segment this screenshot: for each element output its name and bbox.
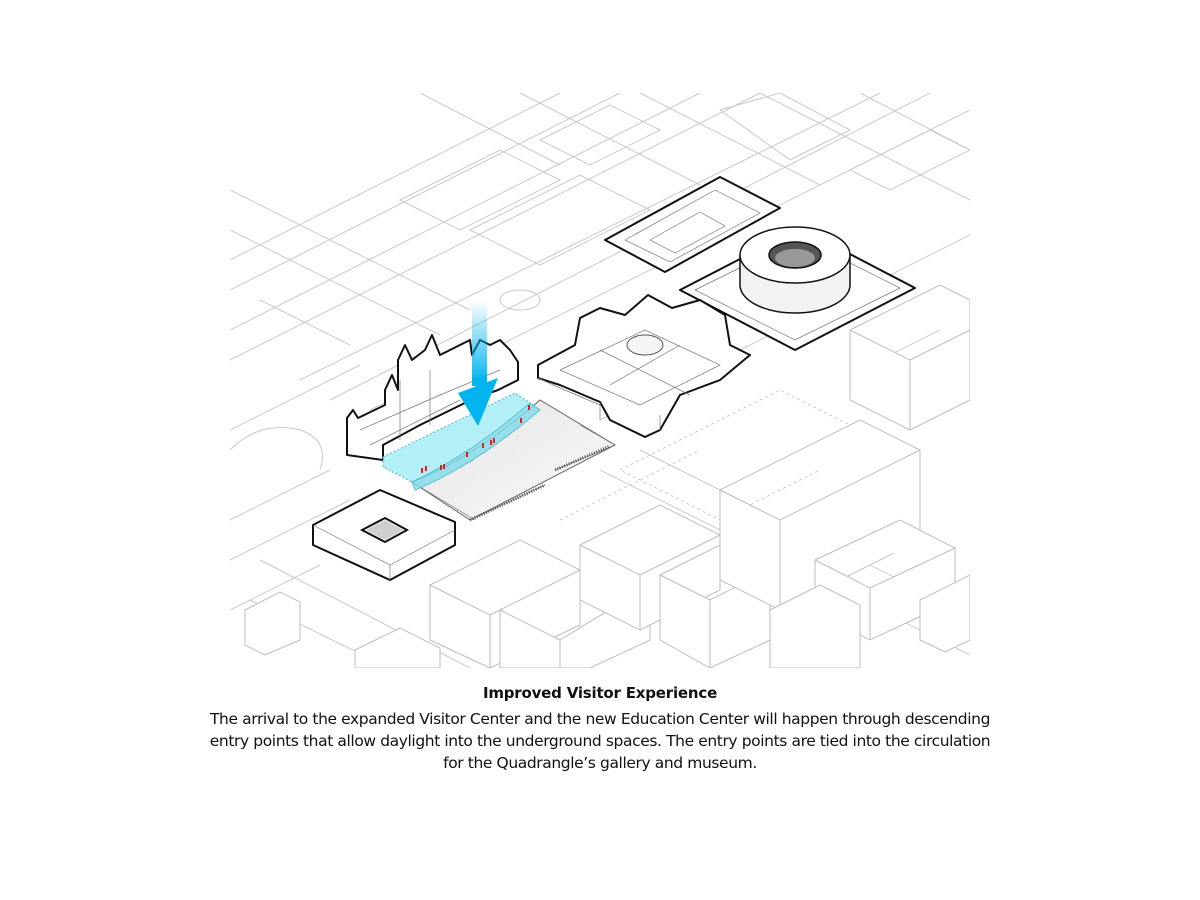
site-axonometric-diagram <box>230 93 970 668</box>
caption-title: Improved Visitor Experience <box>482 684 718 702</box>
arts-and-industries-building <box>538 295 750 437</box>
courtyard-gallery-building <box>313 490 455 580</box>
caption-body: The arrival to the expanded Visitor Center and the new Education Center will happen through descending entry points that allow daylight into the underground spaces. The entry points are tied into the circulation for the Quadrangle’s gallery and museum. <box>209 710 991 772</box>
caption <box>200 684 1000 774</box>
